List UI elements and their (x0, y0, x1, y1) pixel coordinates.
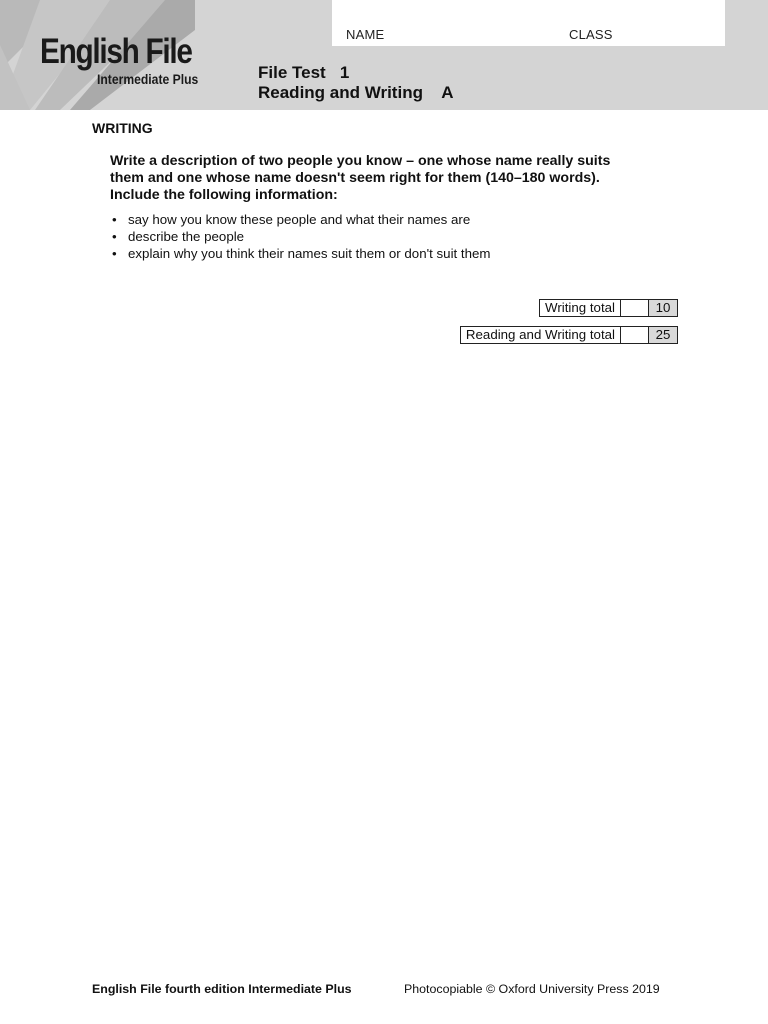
test-title: File Test 1 (258, 63, 350, 82)
list-item: • describe the people (110, 228, 490, 245)
list-item: • say how you know these people and what their names are (110, 211, 490, 228)
writing-score-field[interactable] (621, 299, 649, 317)
task-line: Include the following information: (110, 187, 338, 203)
writing-total-max: 10 (649, 299, 678, 317)
logo-subtitle: Intermediate Plus (97, 72, 199, 87)
section-heading: WRITING (92, 120, 153, 136)
writing-total-row (539, 299, 678, 316)
logo-title: English File (40, 32, 192, 71)
name-label: NAME (346, 27, 385, 42)
name-class-box (332, 0, 725, 46)
task-line: Write a description of two people you know – one whose name really suits (110, 153, 611, 169)
writing-total-label: Writing total (539, 299, 621, 317)
task-instructions (110, 153, 670, 204)
rw-total-label: Reading and Writing total (460, 326, 621, 344)
footer-edition: English File fourth edition Intermediate Plus (92, 982, 352, 996)
list-item: • explain why you think their names suit them or don't suit them (110, 245, 490, 262)
rw-total-row (460, 326, 678, 343)
test-subtitle: Reading and Writing A (258, 83, 454, 102)
class-label: CLASS (569, 27, 613, 42)
rw-total-max: 25 (649, 326, 678, 344)
task-line: them and one whose name doesn't seem right for them (140–180 words). (110, 170, 600, 186)
bullet-list (110, 211, 490, 262)
footer-copyright: Photocopiable © Oxford University Press 2019 (404, 982, 660, 996)
rw-score-field[interactable] (621, 326, 649, 344)
